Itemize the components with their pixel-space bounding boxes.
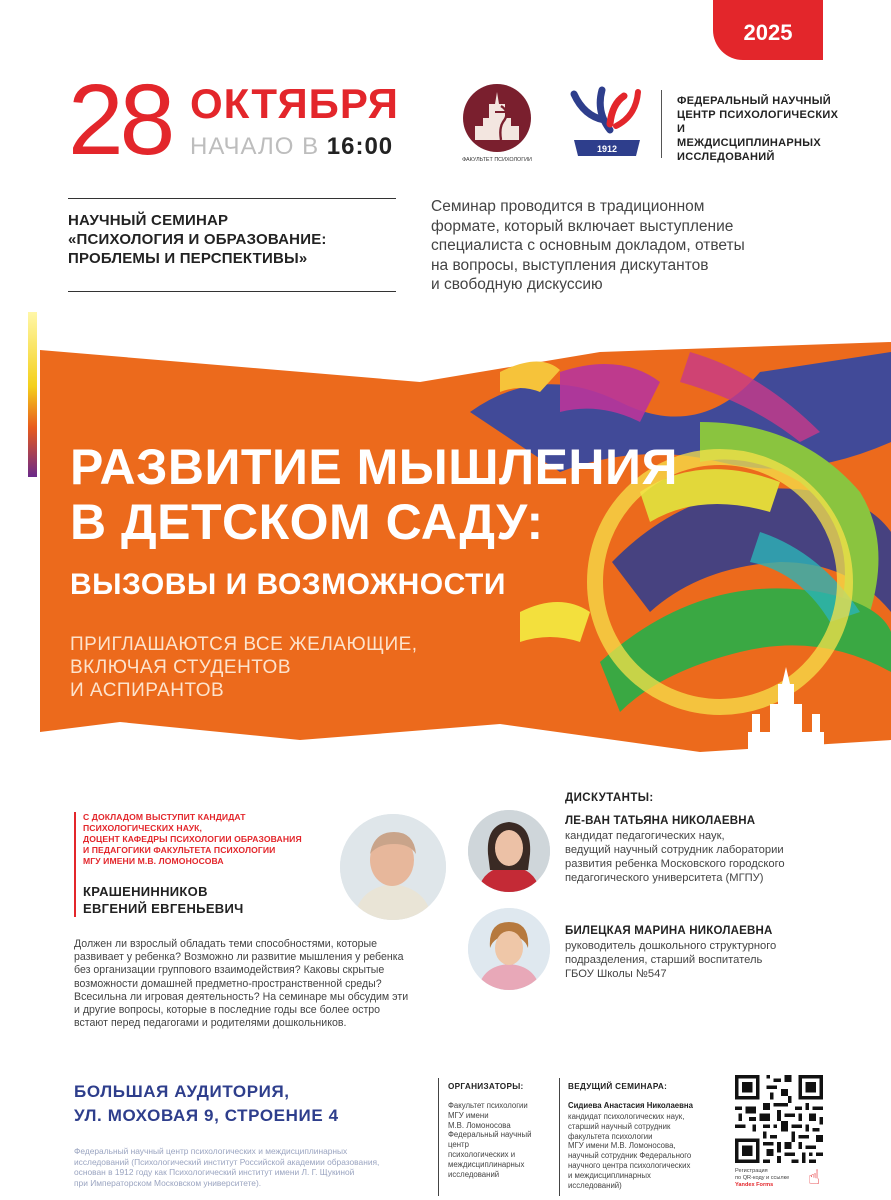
start-time-value: 16:00 [326,133,394,160]
discussant-detail-line: ведущий научный сотрудник лаборатории [565,844,784,856]
footnote-line: основан в 1912 году как Психологический институт имени Л. Г. Щукиной [74,1167,355,1178]
question-line: Всесильна ли игровая деятельность? На семинаре мы обсудим эти [74,990,409,1003]
center-name-line: ФЕДЕРАЛЬНЫЙ НАУЧНЫЙ [677,95,832,107]
organizer-line: междисциплинарных [448,1159,525,1169]
speaker-name-line: ЕВГЕНИЙ ЕВГЕНЬЕВИЧ [83,901,244,916]
institute-footnote [74,1146,414,1188]
footnote-line: исследований (Психологический институт Российской академии образования, [74,1156,380,1167]
seminar-desc-line: Семинар проводится в традиционном [431,198,705,215]
seminar-line: НАУЧНЫЙ СЕМИНАР [68,212,229,229]
speaker-title-line: ДОЦЕНТ КАФЕДРЫ ПСИХОЛОГИИ ОБРАЗОВАНИЯ [83,834,302,844]
seminar-questions [74,938,446,1030]
registration-line: Регистрация [735,1168,768,1174]
discussant-name: БИЛЕЦКАЯ МАРИНА НИКОЛАЕВНА [565,925,773,937]
venue-address [74,1080,339,1128]
host-detail-line: научный сотрудник Федерального [568,1151,692,1161]
organizer-line: психологических и [448,1149,516,1159]
gradient-bar [28,312,37,477]
discussant-1-portrait [468,810,550,892]
host-detail-line: исследований) [568,1180,622,1190]
faculty-logo-text: ФАКУЛЬТЕТ ПСИХОЛОГИИ [462,157,532,163]
center-name-line: ЦЕНТР ПСИХОЛОГИЧЕСКИХ И [677,109,839,135]
discussant-detail-line: педагогического университета (МГПУ) [565,872,764,884]
seminar-desc-line: на вопросы, выступления дискутантов [431,256,709,274]
discussant-details [565,829,855,885]
host-detail-line: кандидат психологических наук, [568,1112,685,1121]
faculty-psychology-logo [457,82,547,164]
speaker-name [83,883,336,917]
organizer-line: Федеральный научный [448,1130,532,1140]
event-day: 28 [68,64,172,176]
organizers-header: ОРГАНИЗАТОРЫ: [448,1082,524,1091]
speaker-title-line: С ДОКЛАДОМ ВЫСТУПИТ КАНДИДАТ [83,812,246,822]
speaker-info [74,812,336,917]
registration-link[interactable]: Yandex Forms [735,1182,774,1188]
invite-line: ВКЛЮЧАЯ СТУДЕНТОВ [70,657,291,678]
venue-line: УЛ. МОХОВАЯ 9, СТРОЕНИЕ 4 [74,1106,339,1125]
footnote-line: Федеральный научный центр психологических и междисциплинарных [74,1146,348,1156]
event-title [70,440,678,550]
seminar-description [431,197,831,295]
logo-divider [661,90,662,158]
organizer-line: МГУ имени [448,1110,489,1120]
host-detail-line: и междисциплинарных [568,1170,651,1180]
organizer-line: М.В. Ломоносова [448,1120,511,1130]
host-detail-line: факультета психологии [568,1131,653,1141]
footnote-line: при Императорском Московском университете). [74,1177,262,1188]
discussant-detail-line: руководитель дошкольного структурного [565,940,777,952]
discussant-item [565,924,855,981]
event-month: ОКТЯБРЯ [190,80,399,127]
seminar-title-box [68,198,396,292]
discussant-1-photo [468,810,550,892]
seminar-desc-line: специалиста с основным докладом, ответы [431,237,745,254]
invitation-text [70,633,418,702]
host-column [568,1082,718,1190]
registration-line: по QR-коду и ссылке [735,1175,790,1181]
invite-line: ПРИГЛАШАЮТСЯ ВСЕ ЖЕЛАЮЩИЕ, [70,634,418,655]
speaker-title-line: ПСИХОЛОГИЧЕСКИХ НАУК, [83,823,202,833]
year-badge [713,0,823,60]
question-line: Должен ли взрослый обладать теми способностями, которые [74,938,377,950]
registration-qr-code[interactable] [735,1075,823,1163]
discussant-details [565,939,855,981]
speaker-name-line: КРАШЕНИННИКОВ [83,884,208,899]
white-marker [12,478,23,502]
host-header: ВЕДУЩИЙ СЕМИНАРА: [568,1082,668,1091]
discussant-item [565,814,855,885]
venue-line: БОЛЬШАЯ АУДИТОРИЯ, [74,1082,290,1101]
speaker-photo [340,814,446,920]
organizer-line: Факультет психологии [448,1101,528,1110]
research-center-name [677,94,847,164]
psychological-institute-logo [566,86,648,162]
year-text: 2025 [743,20,793,45]
invite-line: И АСПИРАНТОВ [70,680,225,701]
column-divider [559,1078,560,1196]
host-name: Сидиева Анастасия Николаевна [568,1101,693,1110]
event-subtitle: ВЫЗОВЫ И ВОЗМОЖНОСТИ [70,568,506,601]
question-line: возможности домашней предметно-пространственной среды? [74,977,382,990]
column-divider [438,1078,439,1196]
seminar-line: ПРОБЛЕМЫ И ПЕРСПЕКТИВЫ» [68,250,308,267]
discussants-header: ДИСКУТАНТЫ: [565,792,654,804]
discussant-detail-line: развития ребенка Московского городского [565,858,785,870]
organizers-column [448,1082,550,1179]
center-name-line: МЕЖДИСЦИПЛИНАРНЫХ [677,137,821,149]
speaker-title-line: И ПЕДАГОГИКИ ФАКУЛЬТЕТА ПСИХОЛОГИИ [83,845,276,855]
speaker-title-line: МГУ ИМЕНИ М.В. ЛОМОНОСОВА [83,856,224,866]
institute-logo-year: 1912 [596,144,618,154]
discussant-2-photo [468,908,550,990]
question-line: развивает у ребенка? Возможно ли развитие мышления у ребенка [74,951,404,964]
seminar-line: «ПСИХОЛОГИЯ И ОБРАЗОВАНИЕ: [68,231,327,248]
center-name-line: ИССЛЕДОВАНИЙ [677,151,775,163]
title-line: В ДЕТСКОМ САДУ: [70,494,544,550]
organizers-list [448,1101,550,1179]
speaker-portrait [340,814,446,920]
seminar-desc-line: формате, который включает выступление [431,217,734,235]
start-prefix: НАЧАЛО В [190,133,320,160]
discussant-name: ЛЕ-ВАН ТАТЬЯНА НИКОЛАЕВНА [565,815,756,827]
discussant-detail-line: кандидат педагогических наук, [565,830,725,842]
title-line: РАЗВИТИЕ МЫШЛЕНИЯ [70,439,678,495]
discussant-2-portrait [468,908,550,990]
question-line: и другие вопросы, которые в последние годы все более остро [74,1004,381,1017]
organizer-line: центр [448,1140,469,1150]
start-time [190,132,393,162]
host-detail-line: старший научный сотрудник [568,1121,671,1131]
host-details [568,1112,718,1190]
question-line: без организации группового взаимодействия? Каковы скрытые [74,964,385,977]
discussant-detail-line: ГБОУ Школы №547 [565,968,667,980]
discussant-detail-line: подразделения, старший воспитатель [565,954,763,966]
host-detail-line: МГУ имени М.В. Ломоносова, [568,1141,676,1151]
host-detail-line: научного центра психологических [568,1160,691,1170]
seminar-desc-line: и свободную дискуссию [431,276,603,293]
pointing-hand-icon: ☝ [808,1167,821,1189]
question-line: встают перед педагогами и родителями дошкольников. [74,1017,347,1030]
organizer-line: исследований [448,1169,500,1179]
